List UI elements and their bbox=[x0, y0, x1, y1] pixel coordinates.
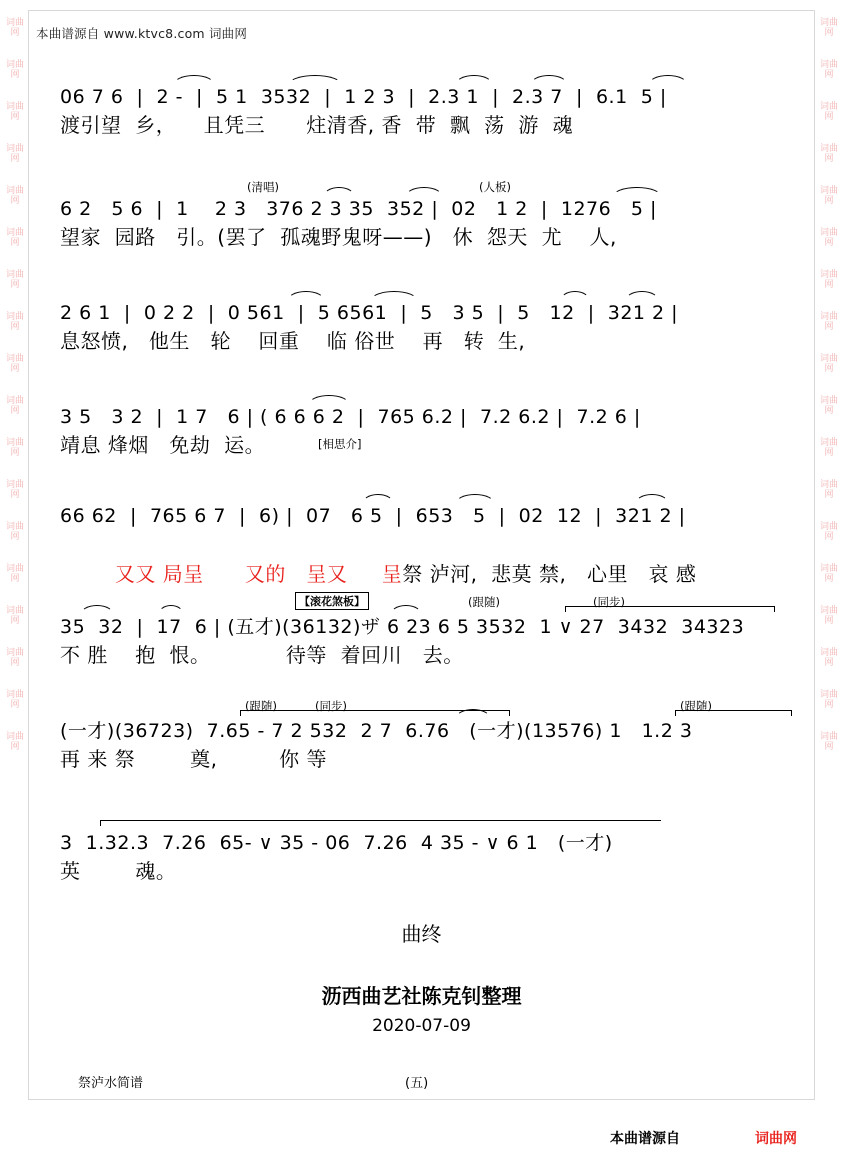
watermark-item: 词曲 网 bbox=[819, 606, 838, 626]
watermark-item: 词曲 网 bbox=[5, 396, 24, 416]
notation-text: (一才)(36723) 7.65 - 7 2 532 2 7 6.76 (一才)(13576) 1 1.2 3 bbox=[60, 720, 693, 742]
bracket-line bbox=[565, 606, 775, 612]
watermark-item: 词曲 网 bbox=[5, 102, 24, 122]
lyric-line: 英 魂。 bbox=[60, 859, 177, 883]
watermark-item: 词曲 网 bbox=[5, 438, 24, 458]
watermark-item: 词曲 网 bbox=[5, 732, 24, 752]
lyric-line: 靖息 烽烟 免劫 运。 bbox=[60, 433, 266, 457]
music-system-6 bbox=[60, 595, 790, 670]
annotation-gunhuashaban: 【滚花煞板】 bbox=[295, 592, 369, 610]
watermark-item: 词曲 网 bbox=[5, 480, 24, 500]
lyric-line: 再 来 祭 奠, 你 等 bbox=[60, 747, 328, 771]
lyric-line: 息怒愤, 他生 轮 回重 临 俗世 再 转 生, bbox=[60, 329, 526, 353]
notation-line bbox=[60, 718, 790, 744]
notation-text: 3 1.32.3 7.26 65- ∨ 35 - 06 7.26 4 35 - ∨ 6 1 (一才) bbox=[60, 832, 613, 854]
watermark-item: 词曲 网 bbox=[5, 354, 24, 374]
watermark-item: 词曲 网 bbox=[819, 144, 838, 164]
annotation-xiangsijie: [相思介] bbox=[318, 437, 362, 451]
watermark-item: 词曲 网 bbox=[819, 312, 838, 332]
footer-page-number: (五) bbox=[405, 1076, 429, 1091]
watermark-item: 词曲 网 bbox=[819, 480, 838, 500]
watermark-item: 词曲 网 bbox=[819, 690, 838, 710]
watermark-item: 词曲 网 bbox=[819, 18, 838, 38]
watermark-item: 词曲 网 bbox=[5, 186, 24, 206]
bottom-brand-label: 词曲网 bbox=[755, 1131, 797, 1147]
watermark-item: 词曲 网 bbox=[819, 564, 838, 584]
music-system-1 bbox=[60, 84, 790, 140]
music-system-8 bbox=[60, 830, 790, 886]
watermark-item: 词曲 网 bbox=[819, 60, 838, 80]
lyric-red-segment: 又又 局呈 又的 呈又 呈 bbox=[114, 562, 403, 586]
end-mark: 曲终 bbox=[401, 922, 442, 946]
notation-line: 3 5 3 2 | 1 7 6 | ( 6 6 6 2 | 765 6.2 | 7.2 6.2 | 7.2 6 | bbox=[60, 406, 641, 428]
annotation-tongbu: (同步) bbox=[593, 595, 625, 609]
watermark-item: 词曲 网 bbox=[5, 60, 24, 80]
watermark-item: 词曲 网 bbox=[819, 354, 838, 374]
lyric-line bbox=[60, 529, 790, 586]
music-system-2 bbox=[60, 180, 790, 252]
bracket-line bbox=[100, 820, 661, 826]
lyric-line: 不 胜 抱 恨。 待等 着回川 去。 bbox=[60, 643, 464, 667]
arranger-credit: 沥西曲艺社陈克钊整理 bbox=[321, 984, 522, 1008]
notation-text: 35 32 | 17 6 | (五才)(36132)ザ 6 23 6 5 3532 1 ∨ 27 3432 34323 bbox=[60, 616, 745, 638]
watermark-item: 词曲 网 bbox=[819, 522, 838, 542]
watermark-item: 词曲 网 bbox=[819, 102, 838, 122]
watermark-item: 词曲 网 bbox=[5, 606, 24, 626]
music-system-5 bbox=[60, 503, 790, 586]
watermark-item: 词曲 网 bbox=[819, 228, 838, 248]
watermark-item: 词曲 网 bbox=[5, 144, 24, 164]
watermark-item: 词曲 网 bbox=[5, 564, 24, 584]
watermark-item: 词曲 网 bbox=[5, 18, 24, 38]
watermark-item: 词曲 网 bbox=[5, 312, 24, 332]
watermark-item: 词曲 网 bbox=[5, 228, 24, 248]
annotation-qingchang: (清唱) bbox=[247, 180, 279, 194]
top-source-credit: 本曲谱源自 www.ktvc8.com 词曲网 bbox=[36, 26, 248, 41]
bracket-line bbox=[675, 710, 792, 716]
lyric-line: 渡引望 乡， 且凭三 炷清香, 香 带 飘 荡 游 魂 bbox=[60, 113, 574, 137]
watermark-item: 词曲 网 bbox=[5, 522, 24, 542]
notation-line bbox=[60, 830, 790, 856]
notation-line: 6 2 5 6 | 1 2 3 376 2 3 35 352 | 02 1 2 | 1276 5 | bbox=[60, 198, 657, 220]
watermark-item: 词曲 网 bbox=[819, 186, 838, 206]
music-system-3 bbox=[60, 300, 790, 356]
date-line: 2020-07-09 bbox=[372, 1016, 471, 1036]
watermark-item: 词曲 网 bbox=[819, 648, 838, 668]
watermark-item: 词曲 网 bbox=[819, 438, 838, 458]
music-system-4 bbox=[60, 404, 790, 460]
notation-line: 66 62 | 765 6 7 | 6) | 07 6 5 | 653 5 | 02 12 | 321 2 | bbox=[60, 505, 686, 527]
watermark-item: 词曲 网 bbox=[819, 396, 838, 416]
watermark-item: 词曲 网 bbox=[819, 270, 838, 290]
annotation-tongbu: (同步) bbox=[315, 699, 347, 713]
lyric-black-segment: 祭 泸河, 悲莫 禁, 心里 哀 感 bbox=[402, 562, 697, 586]
watermark-item: 词曲 网 bbox=[819, 732, 838, 752]
watermark-item: 词曲 网 bbox=[5, 690, 24, 710]
music-system-7 bbox=[60, 699, 790, 774]
annotation-gensui: (跟随) bbox=[468, 595, 500, 609]
annotation-renban: (人板) bbox=[479, 180, 511, 194]
watermark-item: 词曲 网 bbox=[5, 648, 24, 668]
notation-line bbox=[60, 614, 790, 640]
notation-line: 2 6 1 | 0 2 2 | 0 561 | 5 6561 | 5 3 5 | 5 12 | 321 2 | bbox=[60, 302, 679, 324]
bottom-source-label: 本曲谱源自 bbox=[610, 1131, 680, 1147]
watermark-item: 词曲 网 bbox=[5, 270, 24, 290]
annotation-gensui: (跟随) bbox=[245, 699, 277, 713]
footer-title: 祭泸水简谱 bbox=[78, 1076, 144, 1091]
annotation-gensui: (跟随) bbox=[680, 699, 712, 713]
notation-line: 06 7 6 | 2 - | 5 1 3532 | 1 2 3 | 2.3 1 | 2.3 7 | 6.1 5 | bbox=[60, 86, 667, 108]
lyric-line: 望家 园路 引。(罢了 孤魂野鬼呀——) 休 怨天 尤 人, bbox=[60, 225, 617, 249]
